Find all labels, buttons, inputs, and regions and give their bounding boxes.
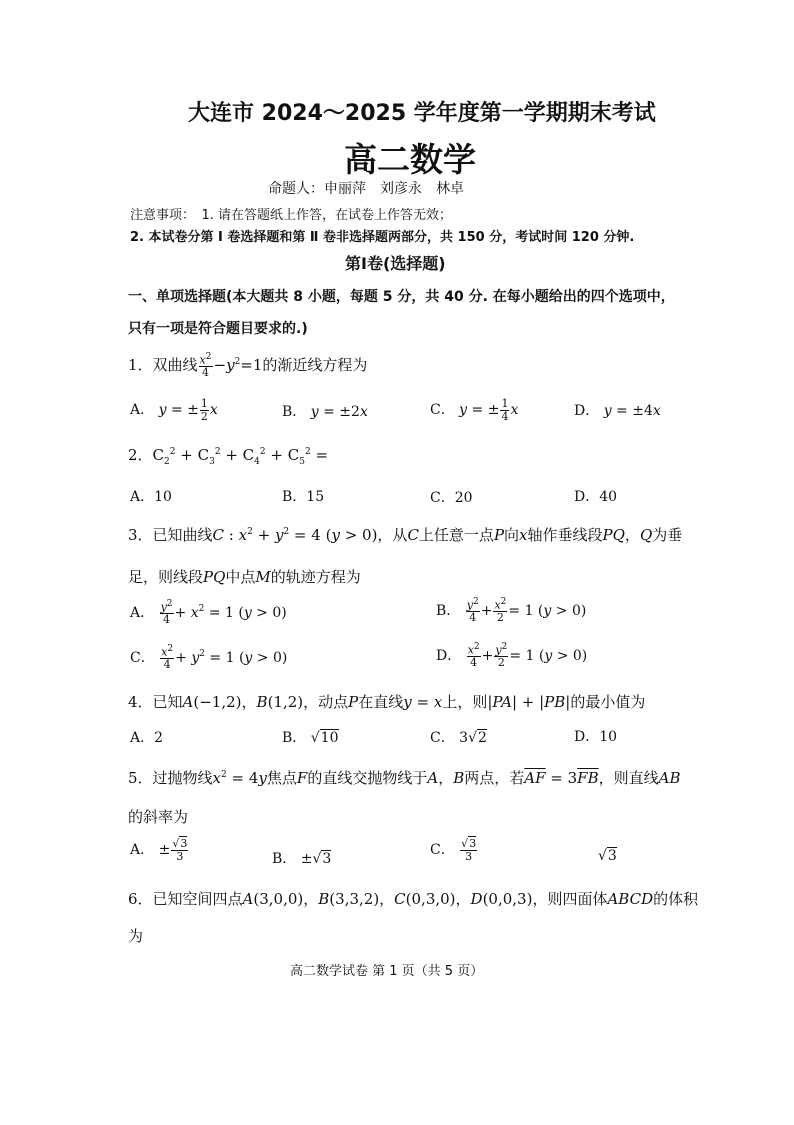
q3-option-d: D． $\frac{x^2}{4}$ + $\frac{y^2}{2}$ = 1 (y > 0) [436,642,588,670]
q2-option-a: A．10 [130,489,172,505]
question-3-line-2: 足，则线段PQ中点M的轨迹方程为 [128,568,361,586]
question-5-line-2: 的斜率为 [128,808,189,826]
q1-suffix: 的渐近线方程为 [262,355,368,374]
q1-option-c: C． y = ± $\frac{1}{4}$ x [430,397,519,423]
question-4: 4．已知A(−1,2)，B(1,2)，动点P在直线y = x上，则|PA| + |PB|的最小值为 [128,693,646,711]
authors-line: 命题人：申丽萍 刘彦永 林卓 [268,181,464,197]
q1-option-a: A． y = ± $\frac{1}{2}$ x [130,397,218,423]
q1-option-b: B． y = ±2x [282,404,368,420]
q4-option-c: C． 3√2 [430,730,487,746]
q4-option-b: B． √10 [282,730,339,746]
q4-option-a: A．2 [130,730,164,746]
question-5-line-1: 5．过抛物线$x^2 = 4y$焦点F的直线交抛物线于A，B两点，若$\overline{AF} = 3\overline{FB}$，则直线AB [128,769,681,787]
q5-option-b: B． ±√3 [272,851,332,867]
section-intro-2: 只有一项是符合题目要求的.) [128,321,308,337]
section-title: 第Ⅰ卷(选择题) [345,254,446,273]
q2-option-c: C．20 [430,490,473,506]
q2-option-d: D．40 [574,489,618,505]
question-2: 2．$C_2^2 + C_3^2 + C_4^2 + C_5^2$ = [128,446,329,467]
notice-line-1: 注意事项： 1. 请在答题纸上作答，在试卷上作答无效； [130,208,453,223]
q3-option-c: C． $\frac{x^2}{4}$ + $y^2 = 1$ (y > 0) [130,644,288,672]
q5-option-d: √3 [598,848,617,864]
question-1: 1．双曲线 $\frac{x^2}{4}$ $-y^2=1$的渐近线方程为 [128,352,368,380]
question-6-line-1: 6．已知空间四点A(3,0,0)，B(3,3,2)，C(0,3,0)，D(0,0,3)，则四面体ABCD的体积 [128,890,699,908]
notice-line-2: 2. 本试卷分第 Ⅰ 卷选择题和第 Ⅱ 卷非选择题两部分，共 150 分，考试时间 120 分钟. [130,230,635,245]
question-6-line-2: 为 [128,927,144,945]
section-intro-1: 一、单项选择题(本大题共 8 小题，每题 5 分，共 40 分. 在每小题给出的四个选项中， [128,289,675,305]
q3-option-a: A． $\frac{y^2}{4}$ + $x^2 = 1$ (y > 0) [130,599,287,627]
q3-option-b: B． $\frac{y^2}{4}$ + $\frac{x^2}{2}$ = 1 (y > 0) [436,597,587,625]
question-3-line-1: 3．已知曲线C : $x^2 + y^2 = 4$ (y > 0)，从C上任意一点P向x轴作垂线段PQ，Q为垂 [128,526,683,544]
q5-option-a: A． ± $\frac{√3}{3}$ [130,837,188,863]
q1-option-d: D． y = ±4x [574,403,661,419]
q5-option-c: C． $\frac{√3}{3}$ [430,837,477,863]
q4-option-d: D．10 [574,729,618,745]
q2-option-b: B．15 [282,489,325,505]
page-footer: 高二数学试卷 第 1 页（共 5 页） [290,964,484,979]
subject-title: 高二数学 [344,140,476,179]
exam-title: 大连市 2024～2025 学年度第一学期期末考试 [188,101,656,126]
q1-prefix: 1．双曲线 [128,355,198,374]
